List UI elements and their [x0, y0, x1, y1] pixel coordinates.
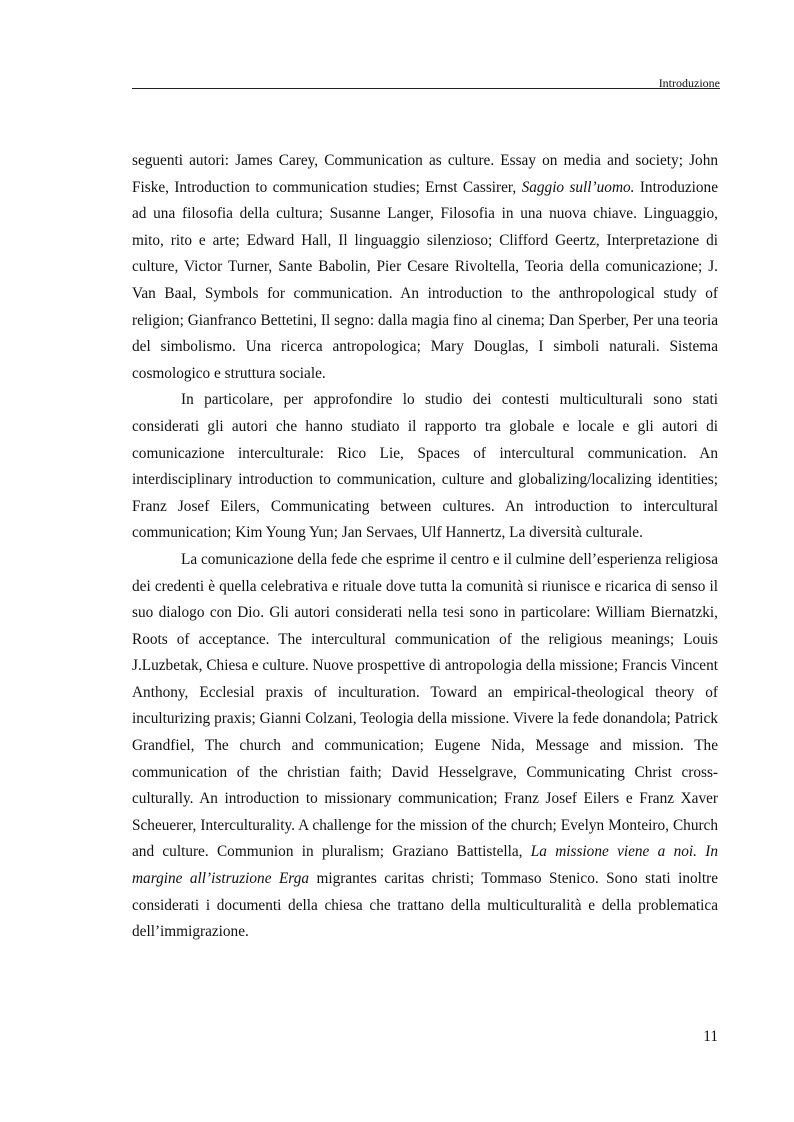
paragraph-3	[132, 547, 718, 946]
header-rule	[132, 88, 720, 89]
page-number: 11	[703, 1028, 718, 1045]
text-run: In particolare, per approfondire lo studio dei contesti multiculturali sono stati considerati gli autori che hanno studiato il rapporto tra globale e locale e gli autori di comunicazione interculturale: Rico Lie, Spaces of intercultural communication. An interdisciplinary introduction to communication, culture and globalizing/localizing identities; Franz Josef Eilers, Communicating between cultures. An introduction to intercultural communication; Kim Young Yun; Jan Servaes, Ulf Hannertz, La diversità culturale.	[132, 391, 718, 542]
text-run: migrantes caritas christi; Tommaso Stenico. Sono stati inoltre considerati i documenti della chiesa che trattano della multiculturalità e della problematica dell’immigrazione.	[132, 870, 718, 941]
italic-title: La missione viene a noi. In margine all’istruzione Erga	[132, 843, 718, 888]
text-run: Introduzione ad una filosofia della cultura; Susanne Langer, Filosofia in una nuova chiave. Linguaggio, mito, rito e arte; Edward Hall, Il linguaggio silenzioso; Clifford Geertz, Interpretazione di culture, Victor Turner, Sante Babolin, Pier Cesare Rivoltella, Teoria della comunicazione; J. Van Baal, Symbols for communication. An introduction to the anthropological study of religion; Gianfranco Bettetini, Il segno: dalla magia fino al cinema; Dan Sperber, Per una teoria del simbolismo. Una ricerca antropologica; Mary Douglas, I simboli naturali. Sistema cosmologico e struttura sociale.	[132, 178, 718, 382]
text-run: seguenti autori: James Carey, Communication as culture. Essay on media and society; John Fiske, Introduction to communication studies; Ernst Cassirer,	[132, 152, 718, 196]
paragraph-2	[132, 387, 718, 547]
text-run: La comunicazione della fede che esprime il centro e il culmine dell’esperienza religiosa dei credenti è quella celebrativa e rituale dove tutta la comunità si riunisce e ricarica di senso il suo dialogo con Dio. Gli autori considerati nella tesi sono in particolare: William Biernatzki, Roots of acceptance. The intercultural communication of the religious meanings; Louis J.Luzbetak, Chiesa e culture. Nuove prospettive di antropologia della missione; Francis Vincent Anthony, Ecclesial praxis of inculturation. Toward an empirical-theological theory of inculturizing praxis; Gianni Colzani, Teologia della missione. Vivere la fede donandola; Patrick Grandfiel, The church and communication; Eugene Nida, Message and mission. The communication of the christian faith; David Hesselgrave, Communicating Christ cross-culturally. An introduction to missionary communication; Franz Josef Eilers e Franz Xaver Scheuerer, Interculturality. A challenge for the mission of the church; Evelyn Monteiro, Church and culture. Communion in pluralism; Graziano Battistella,	[132, 550, 718, 861]
paragraph-1	[132, 148, 718, 387]
italic-title: Saggio sull’uomo.	[521, 178, 635, 196]
running-header: Introduzione	[658, 76, 720, 90]
body-text	[132, 148, 718, 946]
